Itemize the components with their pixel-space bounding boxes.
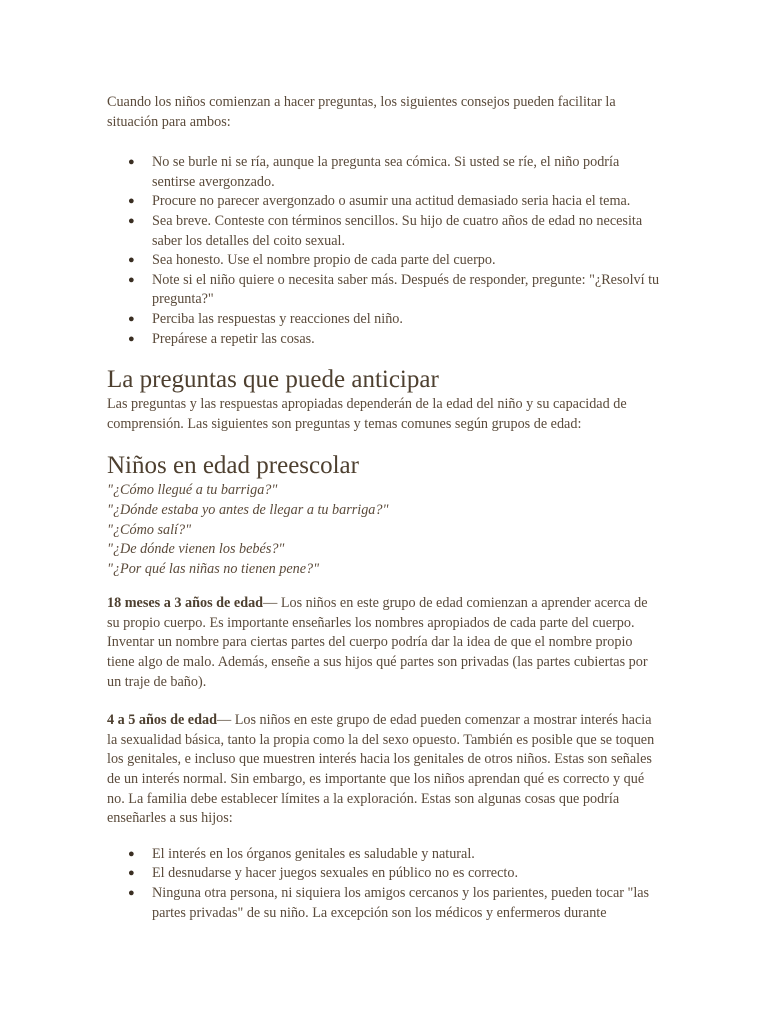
intro-paragraph: Cuando los niños comienzan a hacer preguntas, los siguientes consejos pueden facilitar la situación para ambos: <box>107 94 616 130</box>
tip-text: Sea honesto. Use el nombre propio de cada parte del cuerpo. <box>152 252 496 269</box>
list-item <box>107 864 663 884</box>
section-heading-questions: La preguntas que puede anticipar <box>107 366 439 394</box>
bullet-icon: ● <box>128 332 135 345</box>
question-item: "¿Dónde estaba yo antes de llegar a tu barriga?" <box>107 501 389 518</box>
question-item: "¿Cómo salí?" <box>107 521 192 538</box>
section-heading-preschool: Niños en edad preescolar <box>107 452 359 480</box>
list-item <box>107 310 663 330</box>
age-text-18m-3y: — Los niños en este grupo de edad comienzan a aprender acerca de su propio cuerpo. Es importante enseñarles los nombres apropiados de cada parte del cuerpo. Inventar un nombre para ciertas partes del cuerpo podría dar la idea de que el nombre propio tiene algo de malo. Además, enseñe a sus hijos qué partes son privadas (las partes cubiertas por un traje de baño). <box>107 595 648 690</box>
age-lead-18m-3y: 18 meses a 3 años de edad <box>107 595 264 612</box>
tip-text: No se burle ni se ría, aunque la pregunta sea cómica. Si usted se ríe, el niño podría sentirse avergonzado. <box>152 154 620 190</box>
age-text-4-5y: — Los niños en este grupo de edad pueden comenzar a mostrar interés hacia la sexualidad básica, tanto la propia como la del sexo opuesto. También es posible que se toquen los genitales, e incluso que muestren interés hacia los genitales de otros niños. Estas son señales de un interés normal. Sin embargo, es importante que los niños aprendan qué es correcto y qué no. La familia debe establecer límites a la exploración. Estas son algunas cosas que podría enseñarles a sus hijos: <box>107 712 655 827</box>
age-lead-4-5y: 4 a 5 años de edad <box>107 712 217 729</box>
list-item <box>107 251 663 271</box>
list-item <box>107 153 663 192</box>
question-item: "¿Por qué las niñas no tienen pene?" <box>107 560 320 577</box>
list-item <box>107 884 663 923</box>
section-paragraph-questions: Las preguntas y las respuestas apropiadas dependerán de la edad del niño y su capacidad de comprensión. Las siguientes son preguntas y temas comunes según grupos de edad: <box>107 396 627 432</box>
question-item: "¿Cómo llegué a tu barriga?" <box>107 482 278 499</box>
document-page <box>107 93 663 923</box>
bullet-icon: ● <box>128 887 135 899</box>
bullet-icon: ● <box>128 867 135 880</box>
teach-list <box>107 845 663 923</box>
list-item <box>107 330 663 350</box>
teach-text: El interés en los órganos genitales es saludable y natural. <box>152 845 475 862</box>
bullet-icon: ● <box>128 273 135 286</box>
tip-text: Note si el niño quiere o necesita saber más. Después de responder, pregunte: "¿Resolví tu pregunta?" <box>152 271 660 308</box>
tips-list <box>107 153 663 349</box>
bullet-icon: ● <box>128 312 135 325</box>
age-paragraph-4-5y <box>107 711 663 829</box>
list-item <box>107 192 663 212</box>
bullet-icon: ● <box>128 214 135 227</box>
teach-text: El desnudarse y hacer juegos sexuales en público no es correcto. <box>152 865 518 882</box>
list-item <box>107 845 663 865</box>
tip-text: Perciba las respuestas y reacciones del niño. <box>152 310 403 327</box>
list-item <box>107 271 663 310</box>
question-item: "¿De dónde vienen los bebés?" <box>107 541 285 558</box>
age-paragraph-18m-3y <box>107 594 663 692</box>
tip-text: Sea breve. Conteste con términos sencillos. Su hijo de cuatro años de edad no necesita saber los detalles del coito sexual. <box>152 212 643 249</box>
bullet-icon: ● <box>128 156 135 169</box>
question-list <box>107 481 663 579</box>
bullet-icon: ● <box>128 847 135 860</box>
tip-text: Prepárese a repetir las cosas. <box>152 330 315 347</box>
bullet-icon: ● <box>128 195 135 208</box>
bullet-icon: ● <box>128 254 135 267</box>
teach-text: Ninguna otra persona, ni siquiera los amigos cercanos y los parientes, pueden tocar "las partes privadas" de su niño. La excepción son los médicos y enfermeros durante <box>152 885 650 921</box>
list-item <box>107 212 663 251</box>
tip-text: Procure no parecer avergonzado o asumir una actitud demasiado seria hacia el tema. <box>152 193 631 210</box>
